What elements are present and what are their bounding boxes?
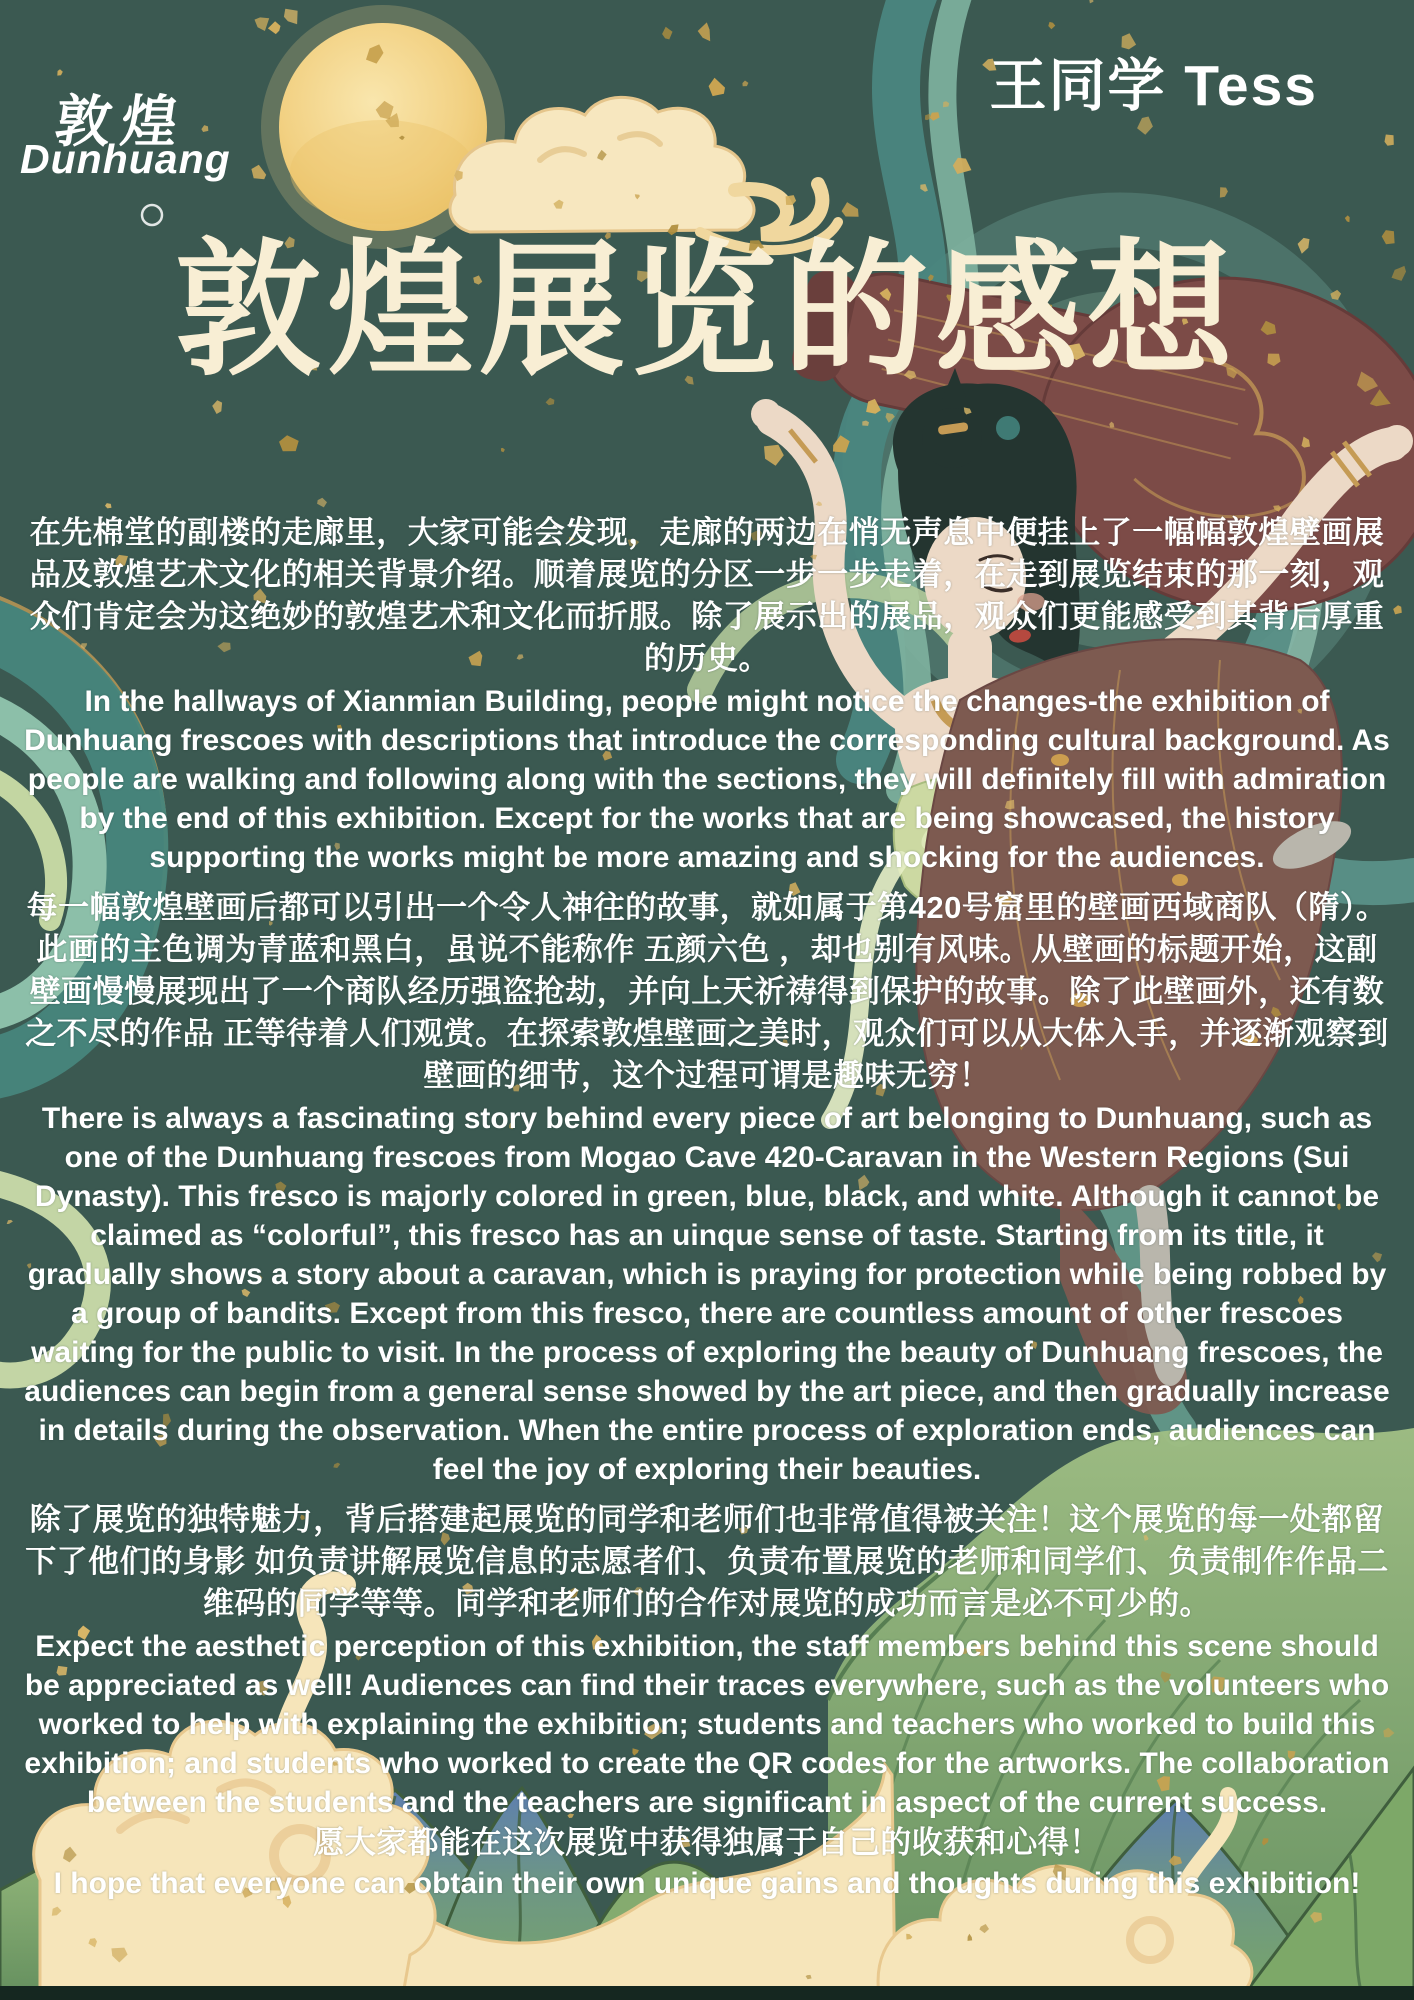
page-title: 敦煌展览的感想 — [175, 229, 1239, 392]
logo-latin: Dunhuang — [20, 136, 231, 182]
paragraph-zh-intro: 在先棉堂的副楼的走廊里，大家可能会发现，走廊的两边在悄无声息中便挂上了一幅幅敦煌壁画展品及敦煌艺术文化的相关背景介绍。顺着展览的分区一步一步走着，在走到展览结束的那一刻，观众们肯定会为这绝妙的敦煌艺术和文化而折服。除了展示出的展品，观众们更能感受到其背后厚重的历史。 — [29, 515, 1385, 676]
paragraph-en-intro: In the hallways of Xianmian Building, people might notice the changes-the exhibition of Dunhuang frescoes with descriptions that introduce the corresponding cultural background. As people are walking and following along with the sections, they will definitely fill with admiration by the end of this exhibition. Except for the works that are being showcased, the history supporting the works might be more amazing and shocking for the audiences. — [24, 685, 1390, 874]
paragraph-en-staff: Expect the aesthetic perception of this exhibition, the staff members behind this scene should be appreciated as well! Audiences can find their traces everywhere, such as the volunteers who worked to help with explaining the exhibition; students and teachers who worked to build this exhibition; and students who worked to create the QR codes for the artworks. The collaboration between the students and the teachers are significant in aspect of the current success. — [24, 1630, 1390, 1819]
body-text — [0, 512, 1414, 1903]
paragraph-en-fresco: There is always a fascinating story behind every piece of art belonging to Dunhuang, such as one of the Dunhuang frescoes from Mogao Cave 420-Caravan in the Western Regions (Sui Dynasty). This fresco is majorly colored in green, blue, black, and white. Although it cannot be claimed as “colorful”, this fresco has an uinque sense of taste. Starting from its title, it gradually shows a story about a caravan, which is praying for protection while being robbed by a group of bandits. Except from this fresco, there are countless amount of other frescoes waiting for the public to visit. In the process of exploring the beauty of Dunhuang frescoes, the audiences can begin from a general sense showed by the art piece, and then gradually increase in details during the observation. When the entire process of exploration ends, audiences can feel the joy of exploring their beauties. — [24, 1102, 1390, 1486]
closing-wish-zh: 愿大家都能在这次展览中获得独属于自己的收获和心得！ — [313, 1825, 1101, 1860]
closing-wish-en: I hope that everyone can obtain their own unique gains and thoughts during this exhibition! — [53, 1867, 1361, 1900]
paragraph-zh-fresco: 每一幅敦煌壁画后都可以引出一个令人神往的故事，就如属于第420号窟里的壁画西域商队（隋）。 此画的主色调为青蓝和黑白，虽说不能称作 五颜六色 ，却也别有风味。从壁画的标题开始，这副壁画慢慢展现出了一个商队经历强盗抢劫，并向上天祈祷得到保护的故事。除了此壁画外，还有数之不尽的作品 正等待着人们观赏。在探索敦煌壁画之美时，观众们可以从大体入手，并逐渐观察到壁画的细节，这个过程可谓是趣味无穷！ — [25, 890, 1389, 1093]
paragraph-zh-staff: 除了展览的独特魅力，背后搭建起展览的同学和老师们也非常值得被关注！这个展览的每一处都留下了他们的身影 如负责讲解展览信息的志愿者们、负责布置展览的老师和同学们、负责制作作品二维码的同学等等。同学和老师们的合作对展览的成功而言是必不可少的。 — [25, 1502, 1389, 1621]
logo-chinese: 敦煌 — [51, 90, 192, 153]
author-name: 王同学 Tess — [989, 54, 1318, 118]
